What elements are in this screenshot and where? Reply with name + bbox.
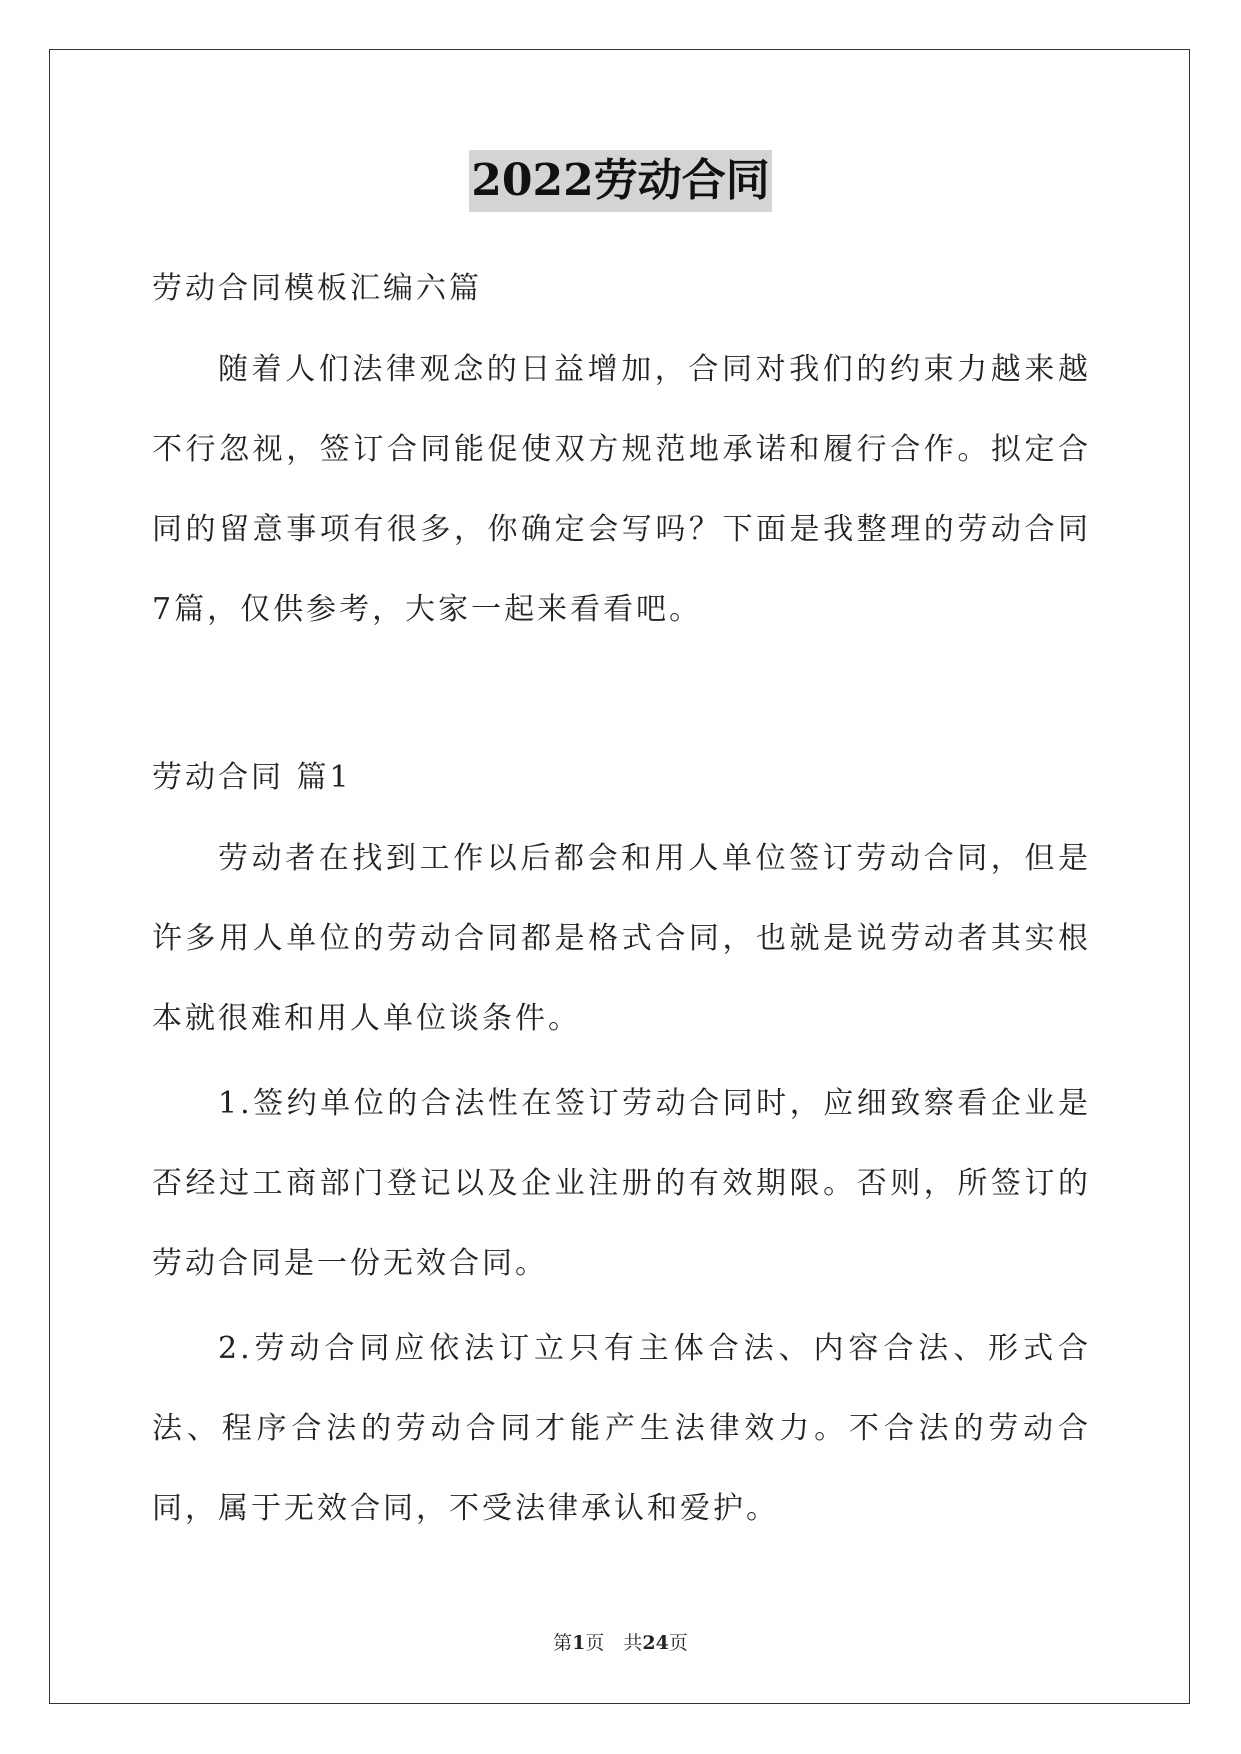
title-container — [0, 150, 1241, 212]
footer-page-number: 1 — [572, 1632, 586, 1654]
body-paragraph-2: 1.签约单位的合法性在签订劳动合同时，应细致察看企业是否经过工商部门登记以及企业注册的有效期限。否则，所签订的劳动合同是一份无效合同。 — [152, 1086, 1091, 1281]
footer-mid: 页 共 — [585, 1632, 643, 1654]
body-paragraph-1: 劳动者在找到工作以后都会和用人单位签订劳动合同，但是许多用人单位的劳动合同都是格式合同，也就是说劳动者其实根本就很难和用人单位谈条件。 — [152, 841, 1091, 1036]
body-paragraph-3: 2.劳动合同应依法订立只有主体合法、内容合法、形式合法、程序合法的劳动合同才能产生法律效力。不合法的劳动合同，属于无效合同，不受法律承认和爱护。 — [152, 1331, 1091, 1526]
footer-prefix: 第 — [553, 1632, 573, 1654]
footer-suffix: 页 — [668, 1632, 688, 1654]
intro-paragraph: 随着人们法律观念的日益增加，合同对我们的约束力越来越不行忽视，签订合同能促使双方规范地承诺和履行合作。拟定合同的留意事项有很多，你确定会写吗？下面是我整理的劳动合同7篇，仅供参考，大家一起来看看吧。 — [152, 352, 1091, 627]
page-footer — [0, 1628, 1241, 1655]
document-subtitle: 劳动合同模板汇编六篇 — [152, 271, 482, 306]
document-title: 2022劳动合同 — [469, 150, 771, 212]
footer-page-total: 24 — [642, 1632, 669, 1654]
section-heading: 劳动合同 篇1 — [152, 760, 352, 795]
